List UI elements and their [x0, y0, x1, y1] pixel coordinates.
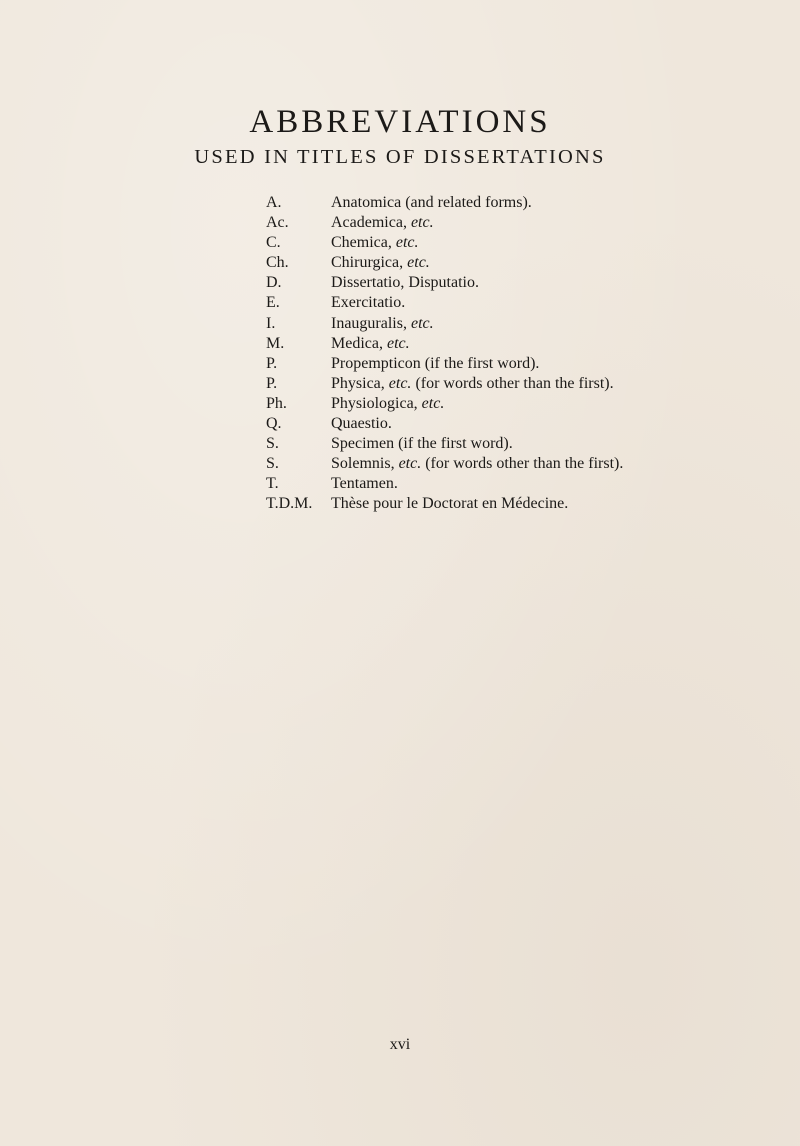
abbreviation-definition: [331, 253, 766, 273]
abbreviation-definition: [331, 273, 766, 293]
abbreviation-row: [266, 314, 766, 334]
abbreviation-row: [266, 494, 766, 514]
abbreviation-list: [266, 193, 766, 515]
definition-text: Chirurgica,: [331, 254, 408, 272]
definition-text: Anatomica (and related forms).: [331, 194, 532, 211]
definition-italic: etc.: [398, 455, 422, 473]
definition-text: Chemica,: [331, 234, 396, 252]
abbreviation-key: S.: [266, 435, 279, 453]
abbreviation-definition: [331, 334, 766, 354]
definition-italic: etc.: [395, 234, 419, 252]
abbreviation-key: T.: [266, 475, 279, 493]
definition-text: Exercitatio.: [331, 294, 406, 312]
definition-italic: etc.: [410, 314, 434, 332]
abbreviation-row: [266, 273, 766, 293]
abbreviation-key: A.: [266, 194, 282, 211]
abbreviation-row: [266, 293, 766, 313]
abbreviation-key: T.D.M.: [266, 495, 313, 513]
definition-text: Specimen (if the first word).: [331, 435, 513, 453]
definition-text: Propempticon (if the first word).: [331, 354, 540, 372]
definition-italic: etc.: [386, 334, 410, 352]
definition-text: Solemnis,: [331, 455, 399, 473]
definition-text: Thèse pour le Doctorat en Médecine.: [331, 495, 569, 513]
abbreviation-definition: [331, 293, 766, 313]
abbreviation-row: [266, 253, 766, 273]
definition-text: Quaestio.: [331, 415, 392, 433]
abbreviation-row: [266, 434, 766, 454]
page-subtitle: USED IN TITLES OF DISSERTATIONS: [194, 146, 606, 168]
definition-italic: etc.: [421, 394, 445, 412]
abbreviation-definition: [331, 394, 766, 414]
abbreviation-row: [266, 334, 766, 354]
definition-italic: etc.: [388, 374, 412, 392]
definition-text: Academica,: [331, 214, 411, 232]
definition-italic: etc.: [407, 254, 430, 272]
definition-text: Physica,: [331, 374, 389, 392]
abbreviation-row: [266, 474, 766, 494]
abbreviation-definition: [331, 454, 766, 474]
abbreviation-key: M.: [266, 334, 285, 352]
abbreviation-row: [266, 454, 766, 474]
abbreviation-definition: [331, 494, 766, 514]
abbreviation-key: C.: [266, 234, 281, 252]
definition-text: Physiologica,: [331, 394, 422, 412]
abbreviation-row: [266, 193, 766, 213]
abbreviation-row: [266, 213, 766, 233]
definition-italic: etc.: [410, 214, 434, 232]
abbreviation-definition: [331, 374, 766, 394]
abbreviation-definition: [331, 474, 766, 494]
abbreviation-key: Ch.: [266, 254, 289, 272]
abbreviation-row: [266, 374, 766, 394]
abbreviation-key: S.: [266, 455, 279, 473]
abbreviation-definition: [331, 314, 766, 334]
abbreviation-definition: [331, 414, 766, 434]
definition-rest: (for words other than the first).: [421, 455, 624, 473]
definition-text: Medica,: [331, 334, 387, 352]
abbreviation-row: [266, 394, 766, 414]
abbreviation-key: Q.: [266, 415, 282, 433]
abbreviation-definition: [331, 434, 766, 454]
definition-text: Dissertatio, Disputatio.: [331, 274, 479, 292]
abbreviation-key: I.: [266, 314, 276, 332]
abbreviation-row: [266, 233, 766, 253]
abbreviation-definition: [331, 193, 766, 213]
definition-text: Tentamen.: [331, 475, 398, 493]
abbreviation-row: [266, 414, 766, 434]
abbreviation-definition: [331, 233, 766, 253]
page-title: ABBREVIATIONS: [249, 104, 551, 140]
abbreviation-key: P.: [266, 354, 278, 372]
abbreviation-key: D.: [266, 274, 282, 292]
page-number: xvi: [389, 1036, 411, 1053]
abbreviation-definition: [331, 213, 766, 233]
abbreviation-key: P.: [266, 374, 278, 392]
abbreviation-key: Ac.: [266, 214, 289, 232]
definition-rest: (for words other than the first).: [411, 374, 614, 392]
abbreviation-definition: [331, 354, 766, 374]
abbreviation-row: [266, 354, 766, 374]
abbreviation-key: Ph.: [266, 394, 287, 412]
definition-text: Inauguralis,: [331, 314, 411, 332]
abbreviation-key: E.: [266, 294, 280, 312]
